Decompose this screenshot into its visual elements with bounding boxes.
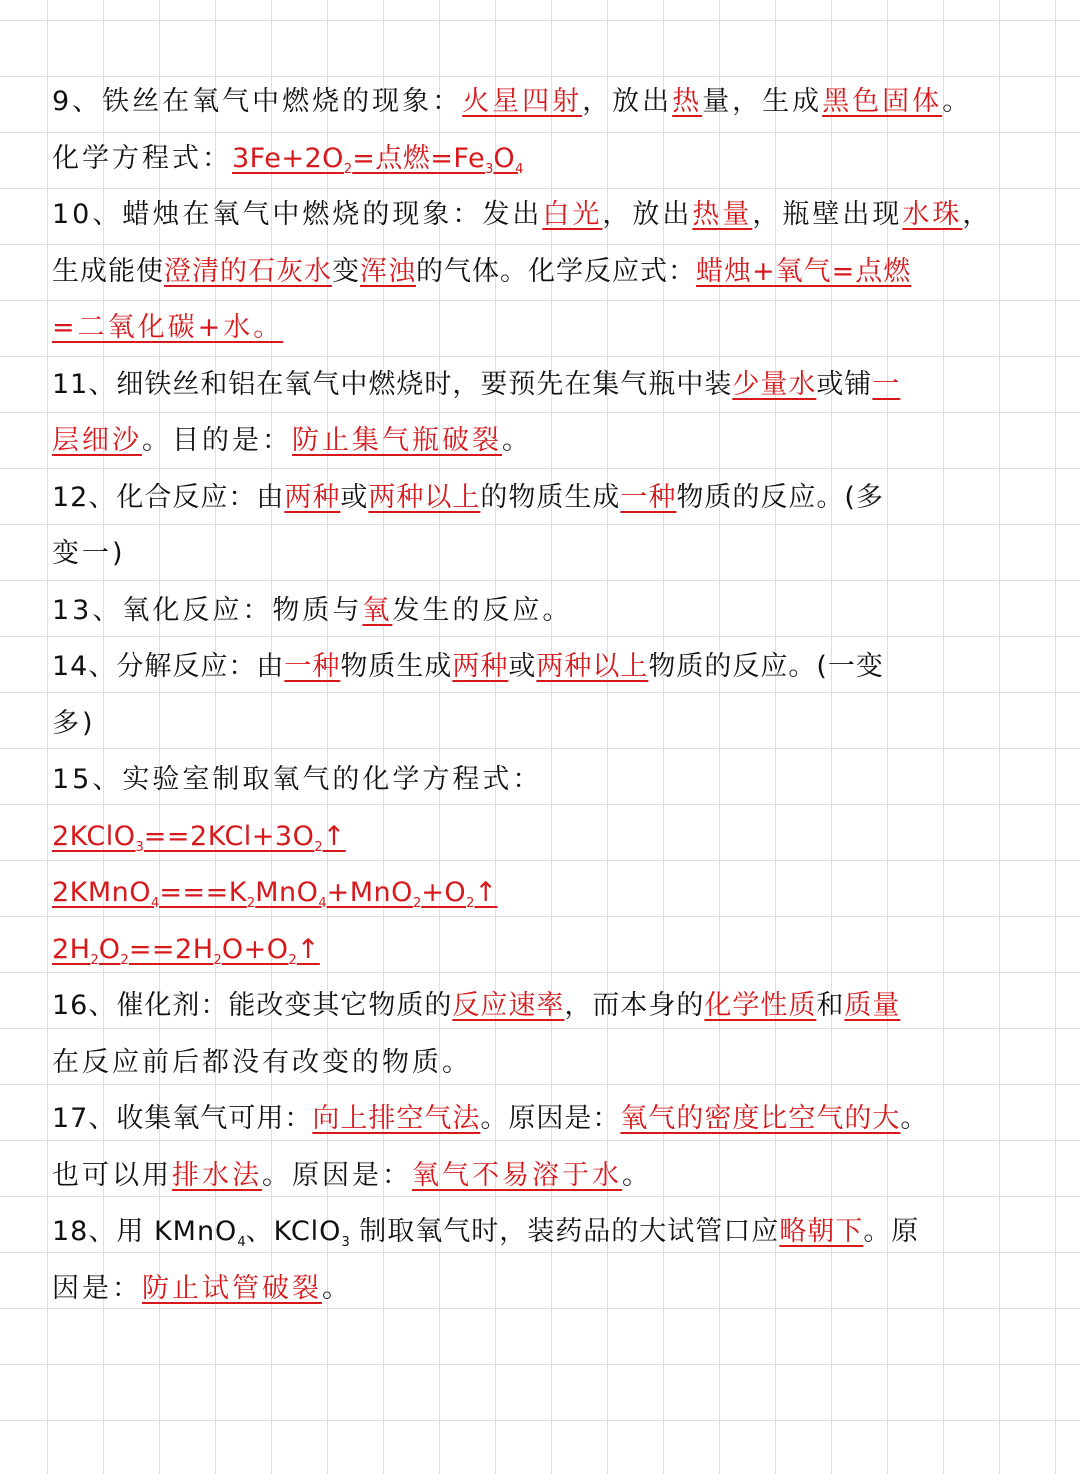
text: 化学方程式： xyxy=(52,142,232,174)
note-line-15 xyxy=(52,752,1030,809)
text: 变 xyxy=(332,255,360,287)
note-line-10b xyxy=(52,244,1030,301)
text: 。目的是： xyxy=(142,425,292,456)
note-line-16a xyxy=(52,978,1030,1035)
subscript: 3 xyxy=(485,161,494,177)
text: ，瓶壁出现 xyxy=(752,199,903,230)
text: 发生的反应。 xyxy=(392,594,573,626)
text: 。 xyxy=(322,1272,352,1304)
note-line-11a xyxy=(52,357,1030,414)
answer: 氧 xyxy=(362,594,393,626)
answer: 防止试管破裂 xyxy=(142,1272,322,1304)
text: 16、催化剂：能改变其它物质的 xyxy=(52,990,453,1021)
text: ， xyxy=(962,199,993,230)
eq-part: ↑ xyxy=(322,820,346,852)
eq-part: MnO xyxy=(255,877,319,908)
answer: 两种以上 xyxy=(536,651,649,682)
text: 。 xyxy=(900,1103,929,1134)
text: ，放出 xyxy=(582,86,673,117)
answer: 澄清的石灰水 xyxy=(164,255,332,287)
notes-page xyxy=(52,74,1030,1317)
answer: 热 xyxy=(672,86,703,117)
text: 多) xyxy=(52,707,96,739)
answer: 氧气的密度比空气的大 xyxy=(620,1103,901,1134)
text: 生成能使 xyxy=(52,255,164,287)
text: 和 xyxy=(816,990,845,1021)
subscript: 4 xyxy=(515,161,524,177)
answer: 化学性质 xyxy=(704,990,817,1021)
eq-part: ↑ xyxy=(474,877,498,908)
text: 9、铁丝在氧气中燃烧的现象： xyxy=(52,86,463,117)
answer: 排水法 xyxy=(172,1159,262,1191)
equation xyxy=(232,142,524,177)
answer: 两种以上 xyxy=(368,481,481,513)
answer: 两种 xyxy=(452,651,509,682)
subscript: 2 xyxy=(314,839,323,855)
subscript: 2 xyxy=(466,896,475,911)
text: 。原因是： xyxy=(480,1103,621,1134)
answer: 防止集气瓶破裂 xyxy=(292,425,502,456)
note-line-10c xyxy=(52,300,1030,357)
subscript: 3 xyxy=(341,1235,350,1250)
subscript: 2 xyxy=(288,952,297,968)
note-line-17b xyxy=(52,1148,1030,1205)
note-line-18b xyxy=(52,1261,1030,1318)
eq-part: ===K xyxy=(159,877,247,908)
text: 制取氧气时，装药品的大试管口应 xyxy=(349,1216,780,1247)
equation-kclo3 xyxy=(52,809,1030,866)
subscript: 2 xyxy=(90,952,99,968)
answer: 热量 xyxy=(692,199,753,230)
text: 15、实验室制取氧气的化学方程式： xyxy=(52,764,543,795)
answer: 一种 xyxy=(284,651,341,682)
answer: 向上排空气法 xyxy=(312,1103,481,1134)
text: 11、细铁丝和铝在氧气中燃烧时，要预先在集气瓶中装 xyxy=(52,368,733,400)
eq-part: 2H xyxy=(52,933,91,965)
text: 。 xyxy=(622,1159,652,1191)
subscript: 2 xyxy=(120,952,129,968)
answer: 火星四射 xyxy=(462,86,583,117)
subscript: 2 xyxy=(412,896,422,911)
text: 或 xyxy=(508,651,537,682)
answer: 一种 xyxy=(620,481,677,513)
equation xyxy=(52,820,346,855)
text: 因是： xyxy=(52,1272,142,1304)
text: 。原因是： xyxy=(262,1159,412,1191)
text: 。 xyxy=(502,425,532,456)
text: 。 xyxy=(942,86,973,117)
answer: =二氧化碳+水。 xyxy=(52,312,284,343)
answer: 氧气不易溶于水 xyxy=(412,1159,622,1191)
note-line-17a xyxy=(52,1091,1030,1148)
text: 物质的反应。(多 xyxy=(676,481,884,513)
eq-part: 3Fe+2O xyxy=(232,142,344,174)
answer: 水珠 xyxy=(902,199,963,230)
text: 10、蜡烛在氧气中燃烧的现象：发出 xyxy=(52,199,543,230)
text: 物质的反应。(一变 xyxy=(648,651,884,682)
note-line-14b xyxy=(52,696,1030,753)
note-line-12b xyxy=(52,526,1030,583)
note-line-13 xyxy=(52,583,1030,640)
answer: 蜡烛+氧气=点燃 xyxy=(696,255,912,287)
subscript: 4 xyxy=(151,896,160,911)
equation xyxy=(52,933,320,968)
answer: 两种 xyxy=(284,481,341,513)
eq-part: =点燃=Fe xyxy=(352,142,486,174)
note-line-16b xyxy=(52,1035,1030,1092)
subscript: 2 xyxy=(213,952,222,968)
answer: 黑色固体 xyxy=(822,86,943,117)
answer: 一 xyxy=(872,368,901,400)
answer: 略朝下 xyxy=(779,1216,864,1247)
answer: 少量水 xyxy=(732,368,817,400)
text: 变一) xyxy=(52,538,126,569)
equation-h2o2 xyxy=(52,922,1030,979)
text: 14、分解反应：由 xyxy=(52,651,285,682)
equation xyxy=(52,877,498,911)
subscript: 4 xyxy=(237,1235,246,1250)
subscript: 3 xyxy=(135,839,144,855)
text: 。原 xyxy=(863,1216,920,1247)
answer: 反应速率 xyxy=(452,990,565,1021)
eq-part: O xyxy=(493,142,516,174)
text: 在反应前后都没有改变的物质。 xyxy=(52,1046,472,1078)
eq-part: O xyxy=(98,933,121,965)
text: ，放出 xyxy=(602,199,693,230)
note-line-18a xyxy=(52,1204,1030,1261)
note-line-11b xyxy=(52,413,1030,470)
answer: 质量 xyxy=(844,990,901,1021)
subscript: 4 xyxy=(318,896,327,911)
note-line-9a xyxy=(52,74,1030,131)
subscript: 2 xyxy=(343,161,353,177)
note-line-12a xyxy=(52,470,1030,527)
text: 也可以用 xyxy=(52,1159,172,1191)
text: 量，生成 xyxy=(702,86,823,117)
text: 的物质生成 xyxy=(480,481,621,513)
text: 、KClO xyxy=(245,1216,342,1247)
answer: 浑浊 xyxy=(360,255,416,287)
answer: 白光 xyxy=(542,199,603,230)
eq-part: +O xyxy=(421,877,467,908)
text: ，而本身的 xyxy=(564,990,705,1021)
note-line-9b xyxy=(52,131,1030,188)
eq-part: ==2KCl+3O xyxy=(143,820,315,852)
subscript: 2 xyxy=(246,896,256,911)
eq-part: 2KClO xyxy=(52,820,136,852)
note-line-10a xyxy=(52,187,1030,244)
note-line-14a xyxy=(52,639,1030,696)
eq-part: +MnO xyxy=(326,877,413,908)
eq-part: ==2H xyxy=(128,933,214,965)
text: 的气体。化学反应式： xyxy=(416,255,696,287)
text: 或铺 xyxy=(816,368,873,400)
text: 物质生成 xyxy=(340,651,453,682)
eq-part: ↑ xyxy=(296,933,320,965)
text: 13、氧化反应：物质与 xyxy=(52,594,363,626)
text: 17、收集氧气可用： xyxy=(52,1103,313,1134)
text: 18、用 KMnO xyxy=(52,1216,238,1247)
text: 或 xyxy=(340,481,369,513)
equation-kmno4 xyxy=(52,865,1030,922)
eq-part: O+O xyxy=(221,933,289,965)
eq-part: 2KMnO xyxy=(52,877,152,908)
answer: 层细沙 xyxy=(52,425,142,456)
text: 12、化合反应：由 xyxy=(52,481,285,513)
